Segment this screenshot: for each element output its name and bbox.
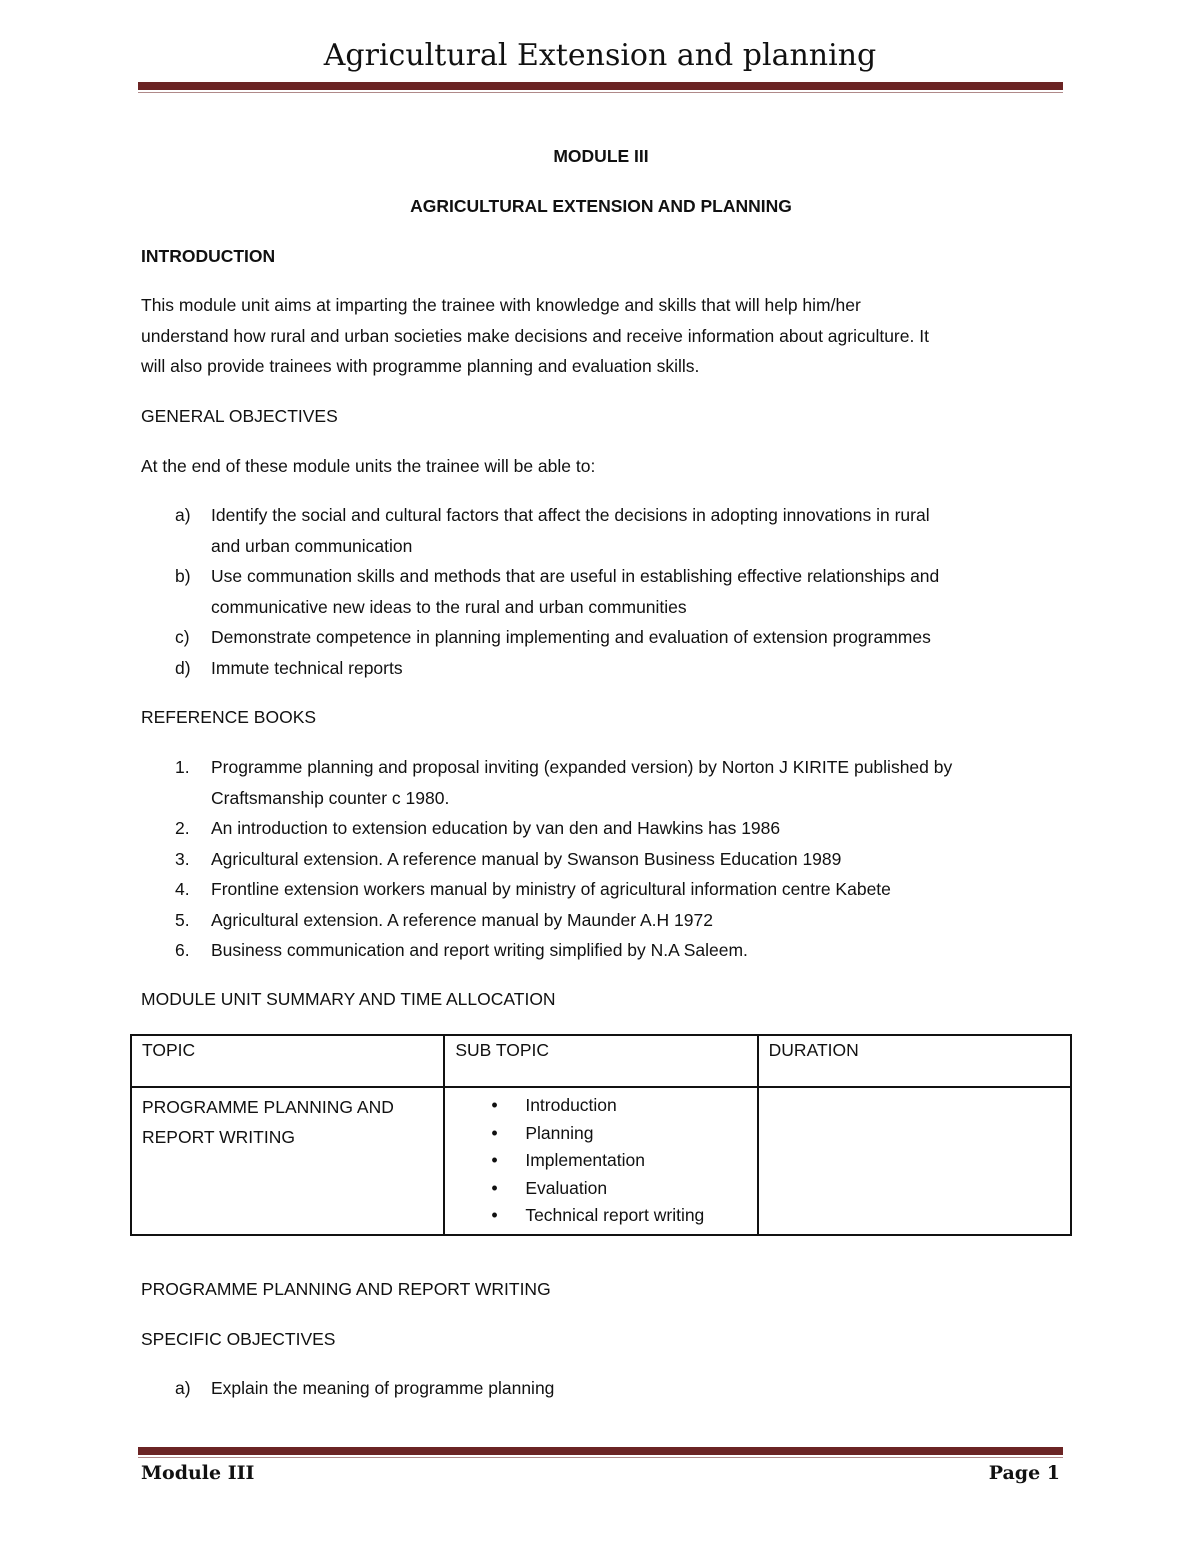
- list-item-line: Frontline extension workers manual by ministry of agricultural information centre Kabete: [211, 879, 891, 899]
- list-item-line: Demonstrate competence in planning implementing and evaluation of extension programmes: [211, 627, 931, 647]
- list-marker: a): [175, 1378, 191, 1398]
- list-item-line: Identify the social and cultural factors that affect the decisions in adopting innovations in rural: [211, 505, 930, 525]
- list-item-line: Agricultural extension. A reference manual by Swanson Business Education 1989: [211, 848, 842, 869]
- list-item: [141, 653, 1061, 684]
- introduction-line: understand how rural and urban societies make decisions and receive information about agriculture. It: [141, 325, 929, 346]
- table-header-topic: TOPIC: [131, 1035, 444, 1087]
- list-item: [141, 874, 1061, 905]
- footer-rule: [138, 1447, 1063, 1455]
- list-item-line: Agricultural extension. A reference manual by Maunder A.H 1972: [211, 909, 713, 930]
- table-cell-subtopics: [444, 1087, 757, 1235]
- list-item: [141, 500, 1061, 561]
- table-header-row: [131, 1035, 1071, 1087]
- main-title: AGRICULTURAL EXTENSION AND PLANNING: [410, 196, 792, 216]
- list-marker: b): [175, 566, 191, 586]
- list-marker: d): [175, 657, 191, 678]
- table-cell-duration: [758, 1087, 1071, 1235]
- reference-books-list: [141, 752, 1061, 966]
- list-marker: 3.: [175, 848, 190, 869]
- list-marker: 6.: [175, 940, 190, 960]
- list-item-line: Explain the meaning of programme planning: [211, 1378, 555, 1398]
- list-item: [141, 905, 1061, 936]
- header-rule-thin: [138, 92, 1063, 93]
- list-item-line: communicative new ideas to the rural and urban communities: [211, 596, 687, 617]
- list-marker: 1.: [175, 757, 190, 777]
- list-item-line: An introduction to extension education by van den and Hawkins has 1986: [211, 818, 781, 838]
- list-marker: 5.: [175, 909, 190, 930]
- topic-line: REPORT WRITING: [142, 1127, 295, 1147]
- list-item: [141, 561, 1061, 622]
- list-marker: a): [175, 505, 191, 525]
- introduction-heading: INTRODUCTION: [141, 246, 276, 266]
- table-cell-topic: [131, 1087, 444, 1235]
- list-item: [141, 935, 1061, 966]
- introduction-line: This module unit aims at imparting the trainee with knowledge and skills that will help him/her: [141, 295, 861, 315]
- subtopic-item: • Technical report writing: [455, 1202, 746, 1230]
- subtopic-list: [455, 1092, 746, 1230]
- reference-books-heading: REFERENCE BOOKS: [141, 707, 317, 727]
- list-marker: c): [175, 627, 190, 647]
- list-marker: 2.: [175, 818, 190, 838]
- topic-line: PROGRAMME PLANNING AND: [142, 1097, 394, 1117]
- subtopic-item: • Evaluation: [455, 1175, 746, 1203]
- general-objectives-intro: At the end of these module units the trainee will be able to:: [141, 456, 596, 476]
- list-item-line: Programme planning and proposal inviting (expanded version) by Norton J KIRITE published by: [211, 757, 953, 777]
- introduction-line: will also provide trainees with programme planning and evaluation skills.: [141, 356, 700, 376]
- list-item-line: Immute technical reports: [211, 657, 403, 678]
- footer-module-label: Module III: [141, 1462, 255, 1484]
- table-header-subtopic: SUB TOPIC: [444, 1035, 757, 1087]
- list-item-line: Business communication and report writing simplified by N.A Saleem.: [211, 940, 748, 960]
- general-objectives-heading: GENERAL OBJECTIVES: [141, 406, 338, 426]
- subtopic-item: • Introduction: [455, 1092, 746, 1120]
- list-item: [141, 752, 1061, 813]
- list-item-line: Use communation skills and methods that are useful in establishing effective relationships and: [211, 566, 940, 586]
- section-heading: PROGRAMME PLANNING AND REPORT WRITING: [141, 1279, 551, 1299]
- table-row: [131, 1087, 1071, 1235]
- header-title: Agricultural Extension and planning: [323, 38, 877, 73]
- introduction-paragraph: [141, 290, 1061, 382]
- subtopic-item: • Implementation: [455, 1147, 746, 1175]
- list-marker: 4.: [175, 879, 190, 899]
- header-rule: [138, 82, 1063, 90]
- list-item: [141, 622, 1061, 653]
- subtopic-item: • Planning: [455, 1120, 746, 1148]
- footer-page-number: Page 1: [988, 1462, 1060, 1484]
- summary-heading: MODULE UNIT SUMMARY AND TIME ALLOCATION: [141, 989, 556, 1009]
- summary-table: [130, 1034, 1072, 1236]
- footer-rule-thin: [138, 1457, 1063, 1458]
- list-item-line: Craftsmanship counter c 1980.: [211, 787, 450, 808]
- table-header-duration: DURATION: [758, 1035, 1071, 1087]
- list-item: [141, 813, 1061, 844]
- list-item: [141, 844, 1061, 875]
- specific-objectives-heading: SPECIFIC OBJECTIVES: [141, 1329, 336, 1349]
- general-objectives-list: [141, 500, 1061, 683]
- list-item-line: and urban communication: [211, 535, 413, 556]
- specific-objectives-list: [141, 1373, 1061, 1404]
- list-item: [141, 1373, 1061, 1404]
- module-heading: MODULE III: [553, 146, 649, 166]
